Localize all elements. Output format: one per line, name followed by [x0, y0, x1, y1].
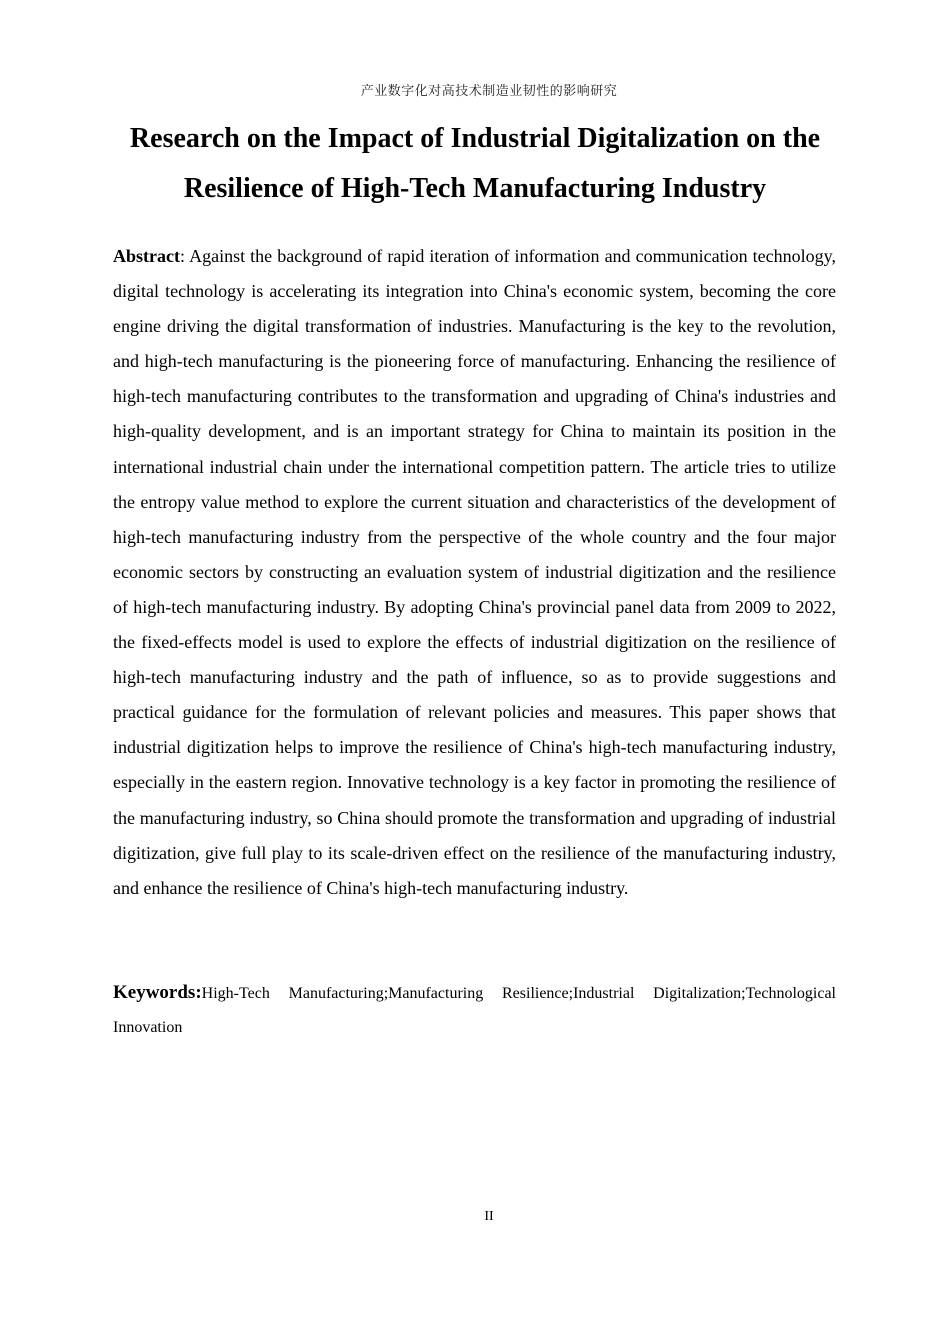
abstract-paragraph	[113, 239, 836, 906]
keywords-text: High-Tech Manufacturing;Manufacturing Resilience;Industrial Digitalization;Technological Innovation	[113, 985, 836, 1036]
keywords-label: Keywords	[113, 982, 196, 1003]
abstract-text: Against the background of rapid iteration of information and communication technology, digital technology is accelerating its integration into China's economic system, becoming the core engine driving the digital transformation of industries. Manufacturing is the key to the revolution, and high-tech manufacturing is the pioneering force of manufacturing. Enhancing the resilience of high-tech manufacturing contributes to the transformation and upgrading of China's industries and high-quality development, and is an important strategy for China to maintain its position in the international industrial chain under the international competition pattern. The article tries to utilize the entropy value method to explore the current situation and characteristics of the development of high-tech manufacturing industry from the perspective of the whole country and the four major economic sectors by constructing an evaluation system of industrial digitization and the resilience of high-tech manufacturing industry. By adopting China's provincial panel data from 2009 to 2022, the fixed-effects model is used to explore the effects of industrial digitization on the resilience of high-tech manufacturing industry and the path of influence, so as to provide suggestions and practical guidance for the formulation of relevant policies and measures. This paper shows that industrial digitization helps to improve the resilience of China's high-tech manufacturing industry, especially in the eastern region. Innovative technology is a key factor in promoting the resilience of the manufacturing industry, so China should promote the transformation and upgrading of industrial digitization, give full play to its scale-driven effect on the resilience of the manufacturing industry, and enhance the resilience of China's high-tech manufacturing industry.	[113, 246, 836, 898]
abstract-label: Abstract	[113, 246, 180, 266]
abstract-separator: :	[179, 246, 190, 266]
paper-title: Research on the Impact of Industrial Digitalization on the Resilience of High-Tech Manufacturing Industry	[129, 123, 821, 204]
keywords-separator: :	[195, 982, 202, 1003]
page-number: II	[484, 1209, 494, 1224]
running-header: 产业数字化对高技术制造业韧性的影响研究	[360, 84, 618, 99]
keywords-paragraph	[113, 976, 836, 1045]
